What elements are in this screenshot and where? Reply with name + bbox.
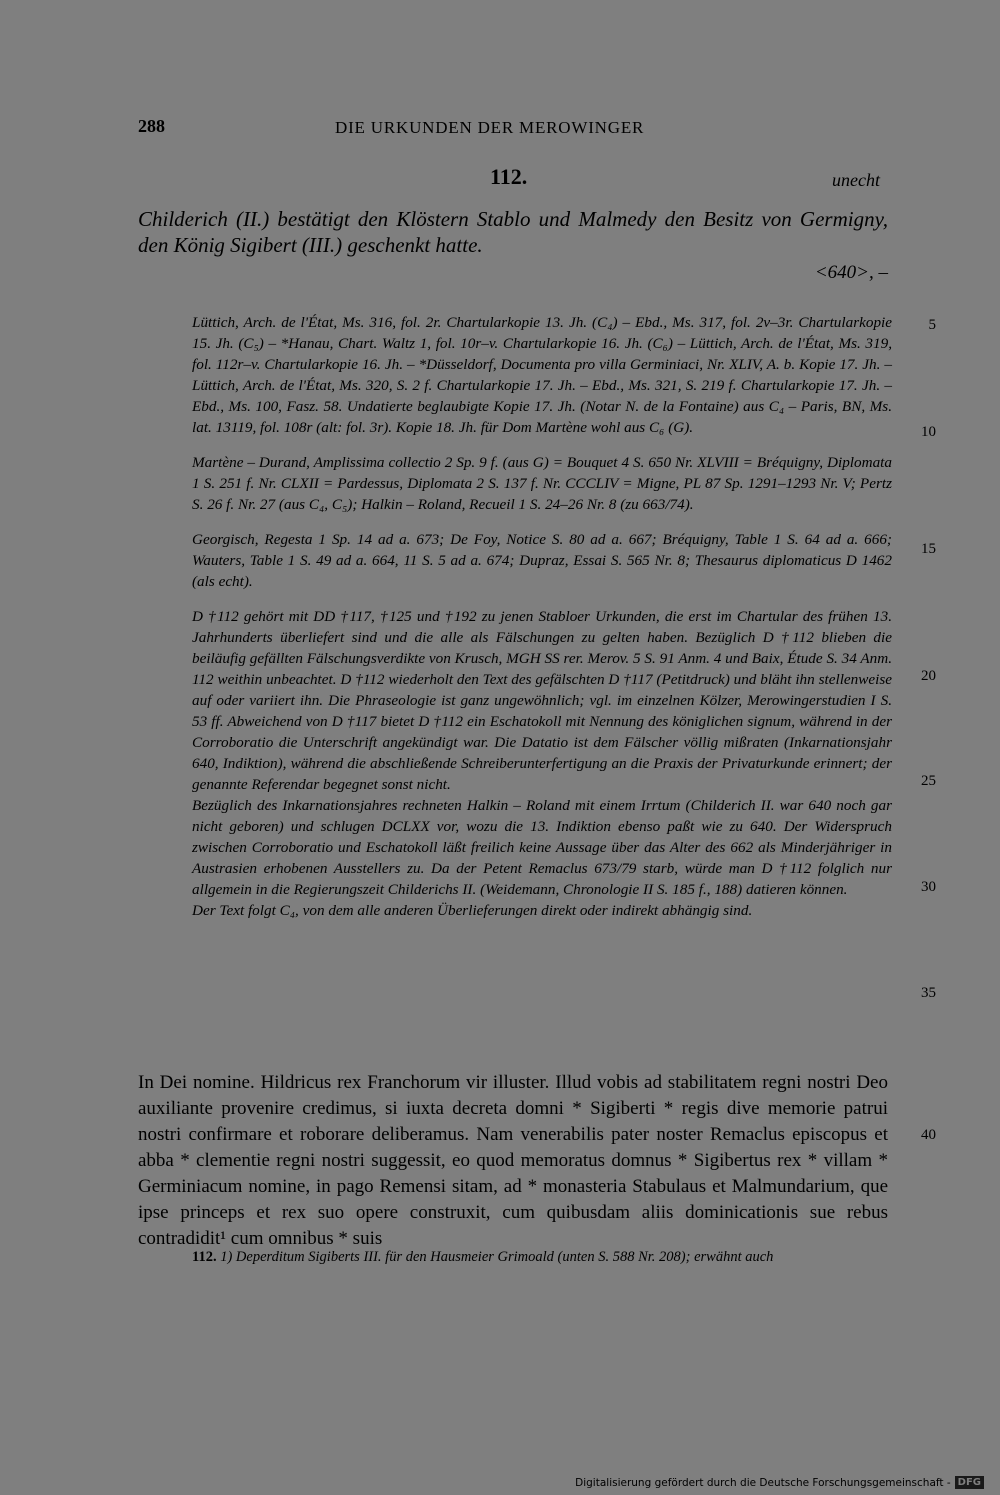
critical-apparatus bbox=[192, 312, 892, 921]
apparatus-editions: Martène – Durand, Amplissima collectio 2 Sp. 9 f. (aus G) = Bouquet 4 S. 650 Nr. XLVIII = Bréquigny, Diplomata 1 S. 251 f. Nr. CLXII = Pardessus, Diplomata 2 S. 137 f. Nr. CCCLIV = Migne, PL 87 Sp. 1291–1293 Nr. V; Pertz S. 26 f. Nr. 27 (aus C₄, C₅); Halkin – Roland, Recueil 1 S. 24–26 Nr. 8 (zu 663/74). bbox=[192, 454, 892, 513]
footnote bbox=[192, 1249, 892, 1266]
digitization-credit bbox=[575, 1476, 984, 1489]
line-number: 10 bbox=[921, 424, 936, 440]
apparatus-regesta: Georgisch, Regesta 1 Sp. 14 ad a. 673; De Foy, Notice S. 80 ad a. 667; Bréquigny, Table 1 S. 64 ad a. 666; Wauters, Table 1 S. 49 ad a. 664, 11 S. 5 ad a. 674; Dupraz, Essai S. 565 Nr. 8; Thesaurus diplomaticus D 1462 (als echt). bbox=[192, 531, 892, 590]
line-number: 15 bbox=[921, 541, 936, 557]
line-number: 5 bbox=[928, 317, 936, 333]
document-number: 112. bbox=[490, 164, 528, 189]
charter-text: In Dei nomine. Hildricus rex Franchorum vir illuster. Illud vobis ad stabilitatem regni nostri Deo auxiliante provenire credimus, si iuxta decreta domni * Sigiberti * regis dive memorie patrui nostri confirmare et roborare deliberamus. Nam venerabilis pater noster Remaclus episcopus et abba * clementie regni nostri suggessit, eo quod memoratus domnus * Sigibertus rex * villam * Germiniacum nomine, in pago Remensi sitam, ad * monasteria Stabulaus et Malmundarium, que ipse princeps et rex suo opere construxit, cum quibusdam aliis dominicationis sue rebus contradidit¹ cum omnibus * suis bbox=[138, 1072, 888, 1249]
document-date: <640>, – bbox=[814, 262, 888, 283]
apparatus-commentary: D †112 gehört mit DD †117, †125 und †192 zu jenen Stabloer Urkunden, die erst im Chartular des frühen 13. Jahrhunderts überliefert sind und die alle als Fälschungen zu gelten haben. Bezüglich D †112 blieben die beiläufig gefällten Fälschungsverdikte von Krusch, MGH SS rer. Merov. 5 S. 91 Anm. 4 und Baix, Étude S. 34 Anm. 112 weithin unbeachtet. D †112 wiederholt den Text des gefälschten D †117 (Petitdruck) und bläht ihn stellenweise auf oder variiert ihn. Die Phraseologie ist ganz ungewöhnlich; vgl. im einzelnen Kölzer, Merowingerstudien I S. 53 ff. Abweichend von D †117 bietet D †112 ein Eschatokoll mit Nennung des königlichen signum, während in der Corroboratio die Unterschrift angekündigt war. Die Datatio ist dem Fälscher völlig mißraten (Inkarnationsjahr 640, Indiktion), während die abschließende Schreiberunterfertigung an die Praxis der Privaturkunde erinnert; der genannte Referendar begegnet sonst nicht. bbox=[192, 608, 892, 793]
apparatus-commentary-2: Bezüglich des Inkarnationsjahres rechneten Halkin – Roland mit einem Irrtum (Childerich II. war 640 noch gar nicht geboren) und schlugen DCLXX vor, wozu die 13. Indiktion ebenso paßt wie zu 640. Der Widerspruch zwischen Corroboratio und Eschatokoll läßt freilich keine Aussage über das Alter des 662 als Minderjähriger in Austrasien erhobenen Ausstellers zu. Da der Petent Remaclus 673/79 starb, würde man D †112 folglich nur allgemein in die Regierungszeit Childerichs II. (Weidemann, Chronologie II S. 185 f., 188) datieren können. bbox=[192, 797, 892, 898]
document-status: unecht bbox=[832, 170, 880, 190]
credit-text: Digitalisierung gefördert durch die Deutsche Forschungsgemeinschaft - bbox=[575, 1476, 951, 1489]
running-title: DIE URKUNDEN DER MEROWINGER bbox=[335, 118, 645, 137]
page-number: 288 bbox=[138, 116, 165, 136]
line-number: 20 bbox=[921, 668, 936, 684]
line-number: 25 bbox=[921, 773, 936, 789]
line-number: 35 bbox=[921, 985, 936, 1001]
apparatus-note: Der Text folgt C₄, von dem alle anderen Überlieferungen direkt oder indirekt abhängig sind. bbox=[192, 902, 753, 919]
footnote-number: 112. bbox=[192, 1249, 217, 1265]
line-number: 40 bbox=[921, 1127, 936, 1143]
regest-summary: Childerich (II.) bestätigt den Klöstern Stablo und Malmedy den Besitz von Germigny, den König Sigibert (III.) geschenkt hatte. bbox=[138, 207, 888, 257]
apparatus-transmission: Lüttich, Arch. de l'État, Ms. 316, fol. 2r. Chartularkopie 13. Jh. (C₄) – Ebd., Ms. 317, fol. 2v–3r. Chartularkopie 15. Jh. (C₅) – *Hanau, Chart. Waltz 1, fol. 10r–v. Chartularkopie 16. Jh. (C₆) – Lüttich, Arch. de l'État, Ms. 319, fol. 112r–v. Chartularkopie 16. Jh. – *Düsseldorf, Documenta pro villa Germiniaci, Nr. XLIV, A. b. Kopie 17. Jh. – Lüttich, Arch. de l'État, Ms. 320, S. 2 f. Chartularkopie 17. Jh. – Ebd., Ms. 321, S. 219 f. Chartularkopie 17. Jh. – Ebd., Ms. 100, Fasz. 58. Undatierte beglaubigte Kopie 17. Jh. (Notar N. de la Fontaine) aus C₄ – Paris, BN, Ms. lat. 13119, fol. 108r (alt: fol. 3r). Kopie 18. Jh. für Dom Martène wohl aus C₆ (G). bbox=[192, 314, 892, 436]
dfg-logo-icon: DFG bbox=[955, 1476, 984, 1489]
line-number: 30 bbox=[921, 879, 936, 895]
footnote-text: 1) Deperditum Sigiberts III. für den Hausmeier Grimoald (unten S. 588 Nr. 208); erwähnt auch bbox=[220, 1249, 774, 1265]
